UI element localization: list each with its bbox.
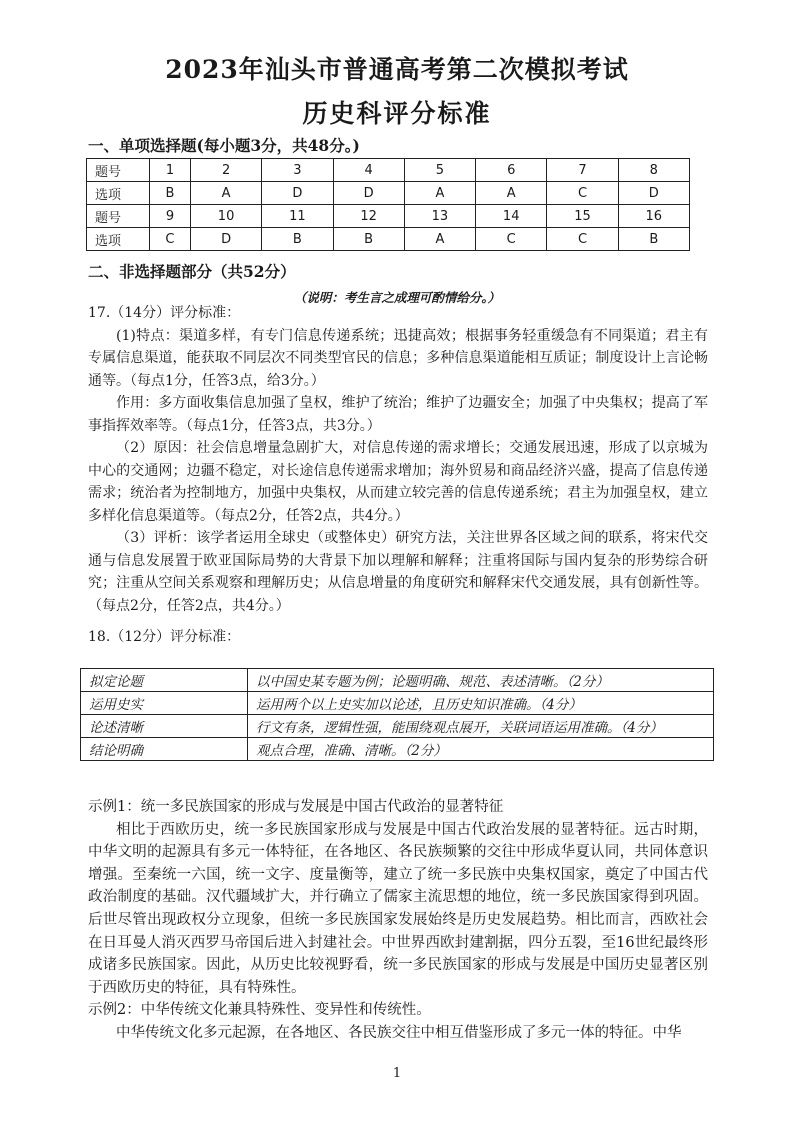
table-cell: 13: [404, 205, 475, 228]
table-row: [81, 738, 714, 761]
table-row: [87, 159, 690, 182]
table-row: [81, 692, 714, 715]
table-cell: 16: [618, 205, 689, 228]
page-number: 1: [392, 1066, 402, 1081]
table-cell: 10: [190, 205, 261, 228]
table-cell: 15: [547, 205, 618, 228]
table-cell: A: [404, 182, 475, 205]
rubric-description: 以中国史某专题为例；论题明确、规范、表述清晰。（2分）: [248, 669, 714, 692]
table-cell: 12: [333, 205, 404, 228]
rubric-criterion: 运用史实: [81, 692, 248, 715]
section2-heading: 二、非选择题部分（共52分）: [88, 262, 296, 281]
rubric-criterion: 拟定论题: [81, 669, 248, 692]
table-cell: 9: [150, 205, 191, 228]
table-cell: B: [618, 228, 689, 251]
table-cell: C: [547, 182, 618, 205]
rubric-criterion: 论述清晰: [81, 715, 248, 738]
rubric-table: [80, 668, 714, 761]
example2-body: 中华传统文化多元起源，在各地区、各民族交往中相互借鉴形成了多元一体的特征。中华: [116, 1024, 682, 1041]
grading-note: （说明：考生言之成理可酌情给分。）: [293, 290, 501, 305]
table-cell: 选项: [87, 228, 150, 251]
table-cell: 6: [476, 159, 547, 182]
table-cell: 4: [333, 159, 404, 182]
table-cell: 1: [150, 159, 191, 182]
table-cell: 5: [404, 159, 475, 182]
table-cell: D: [333, 182, 404, 205]
table-cell: B: [262, 228, 333, 251]
q17-paragraph: （3）评析：该学者运用全球史（或整体史）研究方法，关注世界各区域之间的联系，将宋代交通与信息发展置于欧亚国际局势的大背景下加以理解和解释；注重将国际与国内复杂的形势综合研究；注重从空间关系观察和理解历史；从信息增量的角度研究和解释宋代交通发展，具有创新性等。（每点2分，任答2点，共4分。）: [88, 530, 708, 614]
q17-paragraph: 作用：多方面收集信息加强了皇权，维护了统治；维护了边疆安全；加强了中央集权；提高了军事指挥效率等。（每点1分，任答3点，共3分。）: [88, 395, 708, 434]
table-row: [87, 228, 690, 251]
table-cell: 3: [262, 159, 333, 182]
table-cell: C: [476, 228, 547, 251]
page-subtitle: 历史科评分标准: [302, 99, 492, 128]
table-cell: 7: [547, 159, 618, 182]
table-row: [87, 182, 690, 205]
table-cell: C: [547, 228, 618, 251]
table-cell: D: [618, 182, 689, 205]
q17-heading: 17.（14分）评分标准：: [88, 305, 241, 321]
q17-block: [88, 302, 708, 617]
table-cell: C: [150, 228, 191, 251]
section1-heading: 一、单项选择题(每小题3分，共48分。): [88, 136, 360, 155]
rubric-criterion: 结论明确: [81, 738, 248, 761]
table-cell: A: [476, 182, 547, 205]
table-cell: 选项: [87, 182, 150, 205]
example1-body: 相比于西欧历史，统一多民族国家形成与发展是中国古代政治发展的显著特征。远古时期，中华文明的起源具有多元一体特征，在各地区、各民族频繁的交往中形成华夏认同，共同体意识增强。至秦统一六国，统一文字、度量衡等，建立了统一多民族中央集权国家，奠定了中国古代政治制度的基础。汉代疆域扩大，并行确立了儒家主流思想的地位，统一多民族国家得到巩固。后世尽管出现政权分立现象，但统一多民族国家发展始终是历史发展趋势。相比而言，西欧社会在日耳曼人消灭西罗马帝国后进入封建社会。中世界西欧封建割据，四分五裂，至16世纪最终形成诸多民族国家。因此，从历史比较视野看，统一多民族国家的形成与发展是中国历史显著区别于西欧历史的特征，具有特殊性。: [88, 821, 708, 996]
q17-paragraph: (1)特点：渠道多样，有专门信息传递系统；迅捷高效；根据事务轻重缓急有不同渠道；君主有专属信息渠道，能获取不同层次不同类型官民的信息；多种信息渠道能相互质证；制度设计上言论畅通等。（每点1分，任答3点，给3分。）: [88, 327, 708, 389]
table-cell: 题号: [87, 205, 150, 228]
example-block: [88, 796, 708, 1045]
table-row: [87, 205, 690, 228]
rubric-description: 运用两个以上史实加以论述，且历史知识准确。（4分）: [248, 692, 714, 715]
q17-paragraph: （2）原因：社会信息增量急剧扩大，对信息传递的需求增长；交通发展迅速，形成了以京城为中心的交通网；边疆不稳定，对长途信息传递需求增加；海外贸易和商品经济兴盛，提高了信息传递需求；统治者为控制地方，加强中央集权，从而建立较完善的信息传递系统；君主为加强皇权，建立多样化信息渠道等。（每点2分，任答2点，共4分。）: [88, 440, 708, 524]
table-row: [81, 669, 714, 692]
page-title: 2023年汕头市普通高考第二次模拟考试: [165, 55, 629, 84]
table-cell: 8: [618, 159, 689, 182]
example2-title: 示例2：中华传统文化兼具特殊性、变异性和传统性。: [88, 1002, 431, 1019]
table-cell: B: [150, 182, 191, 205]
rubric-description: 行文有条，逻辑性强，能围绕观点展开，关联词语运用准确。（4分）: [248, 715, 714, 738]
q18-heading: 18.（12分）评分标准：: [88, 629, 241, 645]
example1-title: 示例1：统一多民族国家的形成与发展是中国古代政治的显著特征: [88, 799, 504, 815]
table-cell: A: [190, 182, 261, 205]
table-cell: A: [404, 228, 475, 251]
table-cell: 题号: [87, 159, 150, 182]
table-cell: 2: [190, 159, 261, 182]
rubric-description: 观点合理，准确、清晰。（2分）: [248, 738, 714, 761]
table-cell: D: [262, 182, 333, 205]
table-row: [81, 715, 714, 738]
table-cell: B: [333, 228, 404, 251]
table-cell: 14: [476, 205, 547, 228]
table-cell: D: [190, 228, 261, 251]
answer-table: [86, 158, 690, 251]
table-cell: 11: [262, 205, 333, 228]
